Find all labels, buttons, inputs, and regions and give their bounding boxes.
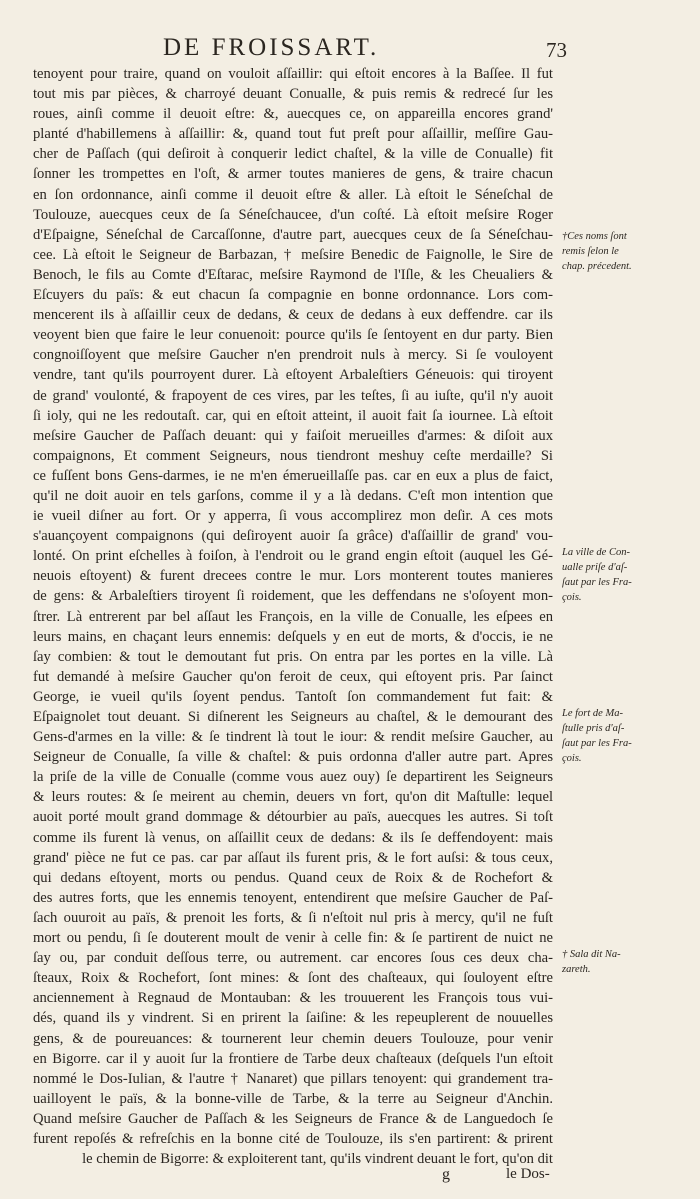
text-line: ſi ioly, qui ne les redoutaſt. car, qui en eſtoit atteint, il auoit fait ſa iournee. Là eſtoit — [33, 407, 553, 424]
text-line: comme ils furent là venus, on aſſaillit ceux de dedans: & ils ſe deffendoyent: mais — [33, 829, 553, 846]
text-line: ſay ou, par conduit deſſous terre, ou autrement. car encores ſous ces deux cha- — [33, 950, 553, 967]
text-line: qui dedans eſtoyent, morts ou pendus. Quand ceux de Roix & de Rochefort & — [33, 869, 553, 886]
text-line: cee. Là eſtoit le Seigneur de Barbazan, † meſsire Benedic de Faignolle, le Sire de — [33, 246, 553, 263]
text-line: leurs mains, en chaçant leurs ennemis: deſquels y en eut de morts, & d'occis, ie ne — [33, 628, 553, 645]
margin-note-line: çois. — [562, 753, 582, 764]
text-line: en Bigorre. car il y auoit ſur la frontiere de Tarbe deux chaſteaux (deſquels l'un eſtoit — [33, 1050, 553, 1067]
text-line: ſteaux, Roix & Rochefort, ſont mines: & ſont des chaſteaux, qui ſouloyent eſtre — [33, 970, 553, 987]
text-line: ce fuſſent bons Gens-darmes, ie ne m'en émerueillaſſe pas. car en eux a plus de faict, — [33, 467, 553, 484]
text-line: qu'il ne doit auoir en tels garſons, comme il y a là dedans. C'eſt mon intention que — [33, 487, 553, 504]
margin-note-mastulle — [562, 706, 692, 766]
text-line: Seigneur de Conualle, ſa ville & chaſtel: & puis ordonna d'aller autre part. Apres — [33, 749, 553, 766]
margin-note-line: La ville de Con- — [562, 547, 630, 558]
text-line: tout mis par pièces, & charroyé deuant Conualle, & puis remis & redrecé ſur les — [33, 86, 553, 103]
margin-note-line: remis ſelon le — [562, 246, 619, 257]
text-line: Toulouze, auecques ceux de ſa Séneſchaucee, d'un coſté. Là eſtoit meſsire Roger — [33, 206, 553, 223]
text-line: roues, ainſi comme il deuoit eſtre: &, auecques ce, on appareilla encores grand' — [33, 106, 553, 123]
text-line: auoit porté moult grand dommage & détourbier au païs, auecques les autres. Si toſt — [33, 809, 553, 826]
text-line: anciennement à Regnaud de Montauban: & les trouuerent les François tous vui- — [33, 990, 553, 1007]
text-line: de gens: & Arbaleſtiers tiroyent ſi roidement, que les deffendans ne s'oſoyent mon- — [33, 588, 553, 605]
text-line: mencerent ils à aſſaillir ceux de dedans, & ceux de dedans à eux deffendre. car ils — [33, 307, 553, 324]
text-line: lonté. On print eſchelles à foiſon, à l'endroit ou le grand engin eſtoit (auquel les Gé- — [33, 548, 553, 565]
margin-note-line: zareth. — [562, 964, 591, 975]
signature-mark: g — [442, 1166, 450, 1183]
text-line: en ſon ordonnance, ainſi comme il deuoit eſtre & aller. Là eſtoit le Séneſchal de — [33, 186, 553, 203]
margin-note-line: çois. — [562, 592, 582, 603]
text-line: gens, & de poureuances: & tournerent leur chemin deuers Toulouze, pour venir — [33, 1030, 553, 1047]
text-line: d'Eſpaigne, Séneſchal de Carcaſſonne, d'autre part, auecques ceux de ſa Séneſchau- — [33, 226, 553, 243]
text-line: nommé le Dos-Iulian, & l'autre † Nanaret) que pillars tenoyent: qui grandement tra- — [33, 1070, 553, 1087]
text-line: tenoyent pour traire, quand on vouloit aſſaillir: qui eſtoit encores à la Baſſee. Il fut — [33, 66, 553, 82]
margin-note-line: ſaut par les Fra- — [562, 577, 632, 588]
text-line: de grand' voulonté, & frapoyent de ces vires, par les teſtes, ſi au iuſte, qu'il n'y auoit — [33, 387, 553, 404]
text-line: congnoiſſoyent que meſsire Gaucher n'en prendroit nuls à mercy. Si ſe vouloyent — [33, 347, 553, 364]
text-line: Eſpaignolet tout deuant. Si diſnerent les Seigneurs au chaſtel, & le demourant des — [33, 709, 553, 725]
text-line: ſach ouuroit au païs, & prenoit les forts, & ſi n'eſtoit nul pris à mercy, qu'il ne fuſt — [33, 909, 553, 926]
page-number: 73 — [546, 38, 567, 62]
margin-note-line: ſtulle pris d'aſ- — [562, 723, 625, 734]
margin-note-line: ſaut par les Fra- — [562, 738, 632, 749]
text-line: vendre, tant qu'ils pourroyent durer. Là eſtoyent Arbaleſtiers Géneuois: qui tiroyent — [33, 367, 553, 384]
margin-note-line: † Sala dit Na- — [562, 949, 621, 960]
text-line: neuois eſtoyent) & furent drecees contre le mur. Lors monterent toutes manieres — [33, 568, 553, 585]
text-line: ie vueil diſner au fort. Or y apperra, ſi vous accomplirez mon deſir. A ces mots — [33, 508, 553, 525]
text-line: fut demandé à meſsire Gaucher qu'on feroit de ceux, qui eſtoyent pris. Par ſainct — [33, 668, 553, 685]
margin-note-nazareth — [562, 947, 692, 977]
text-line: le chemin de Bigorre: & exploiterent tant, qu'ils vindrent deuant le fort, qu'on dit — [82, 1151, 553, 1168]
text-line: ſtrer. Là entrerent par bel aſſaut les François, en la ville de Conualle, les eſpees en — [33, 608, 553, 625]
text-line: ſonner les trompettes en l'oſt, & armer toutes manieres de gens, & traire chacun — [33, 166, 553, 183]
margin-note-line: chap. précedent. — [562, 261, 632, 272]
margin-note-line: †Ces noms ſont — [562, 231, 627, 242]
text-line: compaignons, Et comment Seigneurs, nous tiendront meshuy ceſte merdaille? Si — [33, 447, 553, 464]
text-line: meſsire Gaucher de Paſſach deuant: qui y faiſoit merueilles d'armes: & diſoit aux — [33, 427, 553, 444]
text-line: & leurs routes: & ſe meirent au chemin, deuers vn fort, qu'on dit Maſtulle: lequel — [33, 789, 553, 806]
text-line: ſay combien: & tout le demoutant fut pris. On entra par les portes en la ville. Là — [33, 648, 553, 665]
text-line: planté d'habillemens à aſſaillir: &, quand tout fut preſt pour aſſaillir, meſſire Gau- — [33, 126, 553, 143]
text-line: furent repoſés & refreſchis en la bonne cité de Toulouze, ils s'en partirent: & prirent — [33, 1130, 553, 1147]
text-line: la priſe de la ville de Conualle (comme vous auez ouy) ſe departirent les Seigneurs — [33, 769, 553, 786]
text-line: veoyent bien que faire le leur conuenoit: pource qu'ils ſe ſentoyent en dur party. Bien — [33, 327, 553, 344]
text-line: uailloyent le païs, & la bonne-ville de Tarbe, & la terre au Seigneur d'Anchin. — [33, 1090, 553, 1107]
margin-note-names — [562, 229, 692, 274]
running-head-title: DE FROISSART. — [163, 34, 380, 61]
text-line: s'auançoyent compaignons (qui deſiroyent auoir ſa grâce) d'aſſaillir de grand' vou- — [33, 528, 553, 545]
margin-note-line: ualle priſe d'aſ- — [562, 562, 628, 573]
text-line: cher de Paſſach (qui deſiroit à conquerir ledict chaſtel, & la ville de Conualle) fit — [33, 146, 553, 163]
margin-note-line: Le fort de Ma- — [562, 708, 623, 719]
text-line: George, ie vueil qu'ils ſoyent pendus. Tantoſt ſon commandement fut fait: & — [33, 688, 553, 705]
running-head — [0, 34, 700, 60]
text-line: mort ou pendu, ſi ſe douterent moult de venir à celle fin: & ſe partirent de nuict ne — [33, 930, 553, 947]
text-line: grand' pièce ne fut ce pas. car par aſſaut ils furent pris, & le fort auſsi: & tous ceux, — [33, 849, 553, 866]
text-line: Quand meſsire Gaucher de Paſſach & les Seigneurs de France & de Languedoch ſe — [33, 1110, 553, 1127]
text-line: des autres forts, que les ennemis tenoyent, entendirent que meſsire Gaucher de Paſ- — [33, 889, 553, 906]
text-line: dés, quand ils y vindrent. Si en prirent la ſaiſine: & les repeuplerent de nouuelles — [33, 1010, 553, 1027]
margin-note-conualle — [562, 545, 692, 605]
text-line: Benoch, le fils au Comte d'Eſtarac, meſsire Raymond de l'Iſle, & les Cheualiers & — [33, 266, 553, 283]
text-line: Gens-d'armes en la ville: & ſe tindrent là tout le iour: & rendit meſsire Gaucher, au — [33, 729, 553, 746]
text-line: Eſcuyers du païs: & eut chacun ſa compagnie en bonne ordonnance. Lors com- — [33, 287, 553, 304]
catchword: le Dos- — [506, 1166, 550, 1182]
body-text — [33, 64, 553, 1169]
